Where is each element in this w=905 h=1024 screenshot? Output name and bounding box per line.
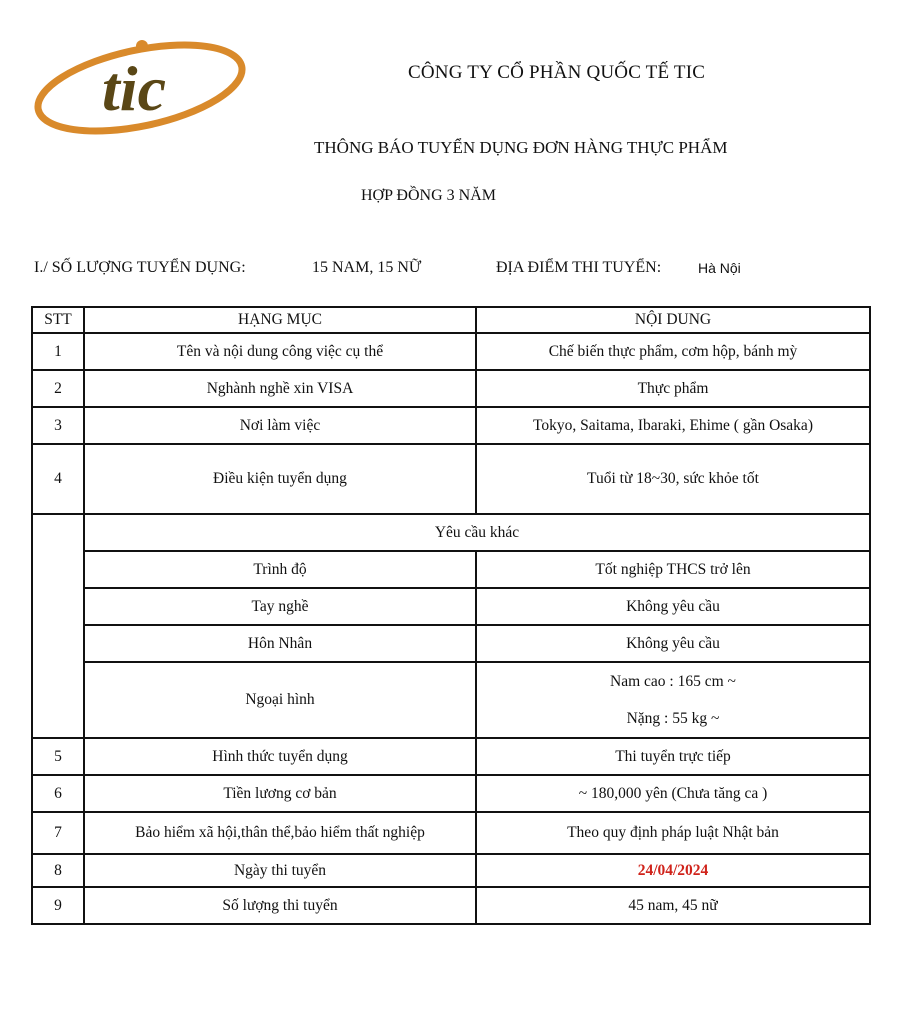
header-content: NỘI DUNG (476, 307, 870, 333)
row-content: Tuổi từ 18~30, sức khỏe tốt (476, 444, 870, 514)
other-requirements-title: Yêu cầu khác (84, 514, 870, 551)
notice-title: THÔNG BÁO TUYỂN DỤNG ĐƠN HÀNG THỰC PHẨM (314, 138, 728, 157)
row-item: Ngoại hình (84, 662, 476, 738)
row-stt: 5 (32, 738, 84, 775)
table-row (32, 551, 870, 588)
table-row (32, 738, 870, 775)
recruitment-table (31, 306, 871, 925)
row-item: Nơi làm việc (84, 407, 476, 444)
quantity-label: I./ SỐ LƯỢNG TUYỂN DỤNG: (34, 259, 246, 276)
logo-dot (136, 40, 148, 52)
location-value: Hà Nội (698, 260, 741, 276)
header-stt: STT (32, 307, 84, 333)
row-item: Ngày thi tuyển (84, 854, 476, 887)
row-stt: 1 (32, 333, 84, 370)
row-stt: 3 (32, 407, 84, 444)
contract-term: HỢP ĐỒNG 3 NĂM (361, 187, 496, 204)
row-item: Hôn Nhân (84, 625, 476, 662)
row-stt: 7 (32, 812, 84, 854)
table-row (32, 775, 870, 812)
row-stt: 9 (32, 887, 84, 924)
exam-date: 24/04/2024 (476, 854, 870, 887)
row-content: Chế biến thực phẩm, cơm hộp, bánh mỳ (476, 333, 870, 370)
row-item: Số lượng thi tuyển (84, 887, 476, 924)
row-content: ~ 180,000 yên (Chưa tăng ca ) (476, 775, 870, 812)
row-item: Hình thức tuyển dụng (84, 738, 476, 775)
table-row (32, 407, 870, 444)
table-row (32, 854, 870, 887)
tic-logo (30, 30, 250, 145)
location-label: ĐỊA ĐIỂM THI TUYỂN: (496, 259, 662, 276)
row-content: Theo quy định pháp luật Nhật bản (476, 812, 870, 854)
row-item: Bảo hiểm xã hội,thân thể,bảo hiểm thất nghiệp (84, 812, 476, 854)
row-item: Tên và nội dung công việc cụ thể (84, 333, 476, 370)
other-requirements-title-row (32, 514, 870, 551)
quantity-value: 15 NAM, 15 NỮ (312, 259, 422, 276)
row-content: Không yêu cầu (476, 588, 870, 625)
row-content: Tokyo, Saitama, Ibaraki, Ehime ( gần Osaka) (476, 407, 870, 444)
row-content: 45 nam, 45 nữ (476, 887, 870, 924)
row-item: Tiền lương cơ bản (84, 775, 476, 812)
appearance-height: Nam cao : 165 cm ~ (610, 673, 736, 690)
table-row (32, 370, 870, 407)
row-stt: 6 (32, 775, 84, 812)
table-row (32, 588, 870, 625)
row-stt-empty (32, 514, 84, 738)
table-row (32, 662, 870, 738)
row-item: Tay nghề (84, 588, 476, 625)
table-row (32, 812, 870, 854)
table-row (32, 333, 870, 370)
recruitment-summary (34, 259, 741, 277)
row-item: Điều kiện tuyển dụng (84, 444, 476, 514)
row-stt: 8 (32, 854, 84, 887)
company-name: CÔNG TY CỔ PHẦN QUỐC TẾ TIC (408, 62, 706, 83)
row-content: Thi tuyển trực tiếp (476, 738, 870, 775)
appearance-weight: Nặng : 55 kg ~ (626, 710, 720, 727)
header-item: HẠNG MỤC (84, 307, 476, 333)
row-content (476, 662, 870, 738)
row-item: Trình độ (84, 551, 476, 588)
row-stt: 4 (32, 444, 84, 514)
row-stt: 2 (32, 370, 84, 407)
row-content: Tốt nghiệp THCS trở lên (476, 551, 870, 588)
logo-text: tic (102, 53, 166, 124)
table-header-row (32, 307, 870, 333)
table-row (32, 625, 870, 662)
row-item: Nghành nghề xin VISA (84, 370, 476, 407)
table-row (32, 444, 870, 514)
row-content: Không yêu cầu (476, 625, 870, 662)
table-row (32, 887, 870, 924)
row-content: Thực phẩm (476, 370, 870, 407)
